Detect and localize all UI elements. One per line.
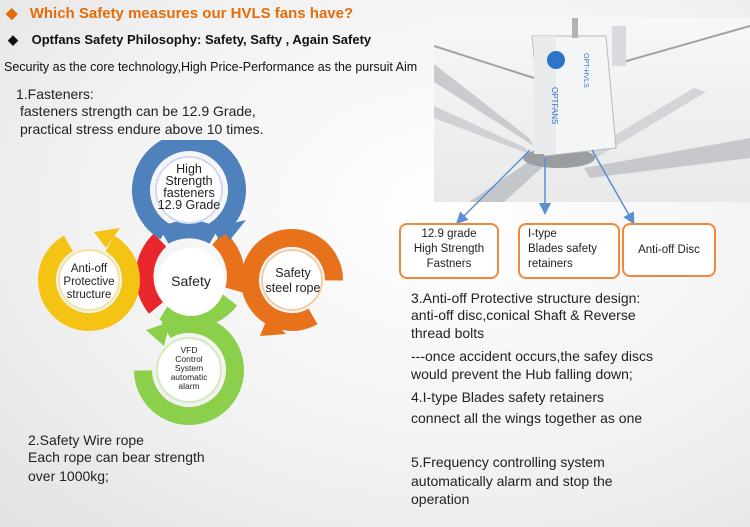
- fasteners-line2: practical stress endure above 10 times.: [20, 121, 264, 137]
- blades-line2: connect all the wings together as one: [411, 410, 643, 426]
- arrow-fastners: [458, 150, 530, 222]
- diagram-line: High: [176, 162, 202, 176]
- callout-line: 12.9 grade: [421, 228, 477, 240]
- diagram-line: VFD: [180, 345, 198, 355]
- fasteners-heading: 1.Fasteners:: [16, 86, 94, 102]
- diagram-line: steel rope: [265, 281, 321, 295]
- diagram-top-label: [150, 163, 228, 211]
- arrow-disc: [592, 150, 633, 222]
- brand-label: OPTFANS: [550, 87, 559, 125]
- anti-off-line4: ---once accident occurs,the safey discs: [411, 348, 653, 364]
- anti-off-line3: thread bolts: [411, 325, 485, 341]
- diagram-line: alarm: [178, 381, 200, 391]
- diagram-line: fasteners: [163, 186, 215, 200]
- frequency-line1: 5.Frequency controlling system: [411, 454, 605, 470]
- frequency-line3: operation: [411, 491, 470, 507]
- diagram-center-label: Safety: [171, 273, 211, 289]
- anti-off-line2: anti-off disc,conical Shaft & Reverse: [411, 307, 636, 323]
- diagram-line: System: [174, 363, 204, 373]
- callout-line: Fastners: [426, 258, 472, 270]
- blades-line1: 4.I-type Blades safety retainers: [411, 389, 604, 405]
- callout-line: retainers: [528, 258, 573, 270]
- wire-rope-line2: over 1000kg;: [28, 468, 109, 484]
- diagram-line: Safety: [275, 266, 311, 280]
- frequency-line2: automatically alarm and stop the: [411, 473, 613, 489]
- anti-off-line5: would prevent the Hub falling down;: [411, 366, 633, 382]
- diagram-line: 12.9 Grade: [157, 198, 221, 212]
- anti-off-line1: 3.Anti-off Protective structure design:: [411, 290, 641, 306]
- ring-segment-red: [145, 240, 160, 308]
- callout-fastners: [399, 223, 499, 279]
- fasteners-line1: fasteners strength can be 12.9 Grade,: [20, 103, 256, 119]
- diamond-bullet-icon: ◆: [6, 5, 18, 22]
- wire-rope-line1: Each rope can bear strength: [28, 449, 205, 465]
- diagram-line: structure: [66, 289, 112, 301]
- callout-retainers: [518, 223, 620, 279]
- diagram-left-label: [54, 263, 124, 302]
- callout-line: High Strength: [413, 243, 485, 255]
- callout-disc: Anti-off Disc: [622, 223, 716, 277]
- model-label: OPT-HVLS: [582, 53, 589, 88]
- diagram-line: Anti-off: [70, 263, 108, 275]
- diagram-line: automatic: [170, 372, 208, 382]
- diagram-line: Strength: [165, 174, 213, 188]
- tagline: Security as the core technology,High Price-Performance as the pursuit Aim: [4, 60, 418, 74]
- diagram-right-label: [258, 266, 328, 296]
- diagram-line: Protective: [63, 276, 115, 288]
- diamond-bullet-icon: ◆: [8, 32, 18, 47]
- callout-line: I-type: [528, 228, 557, 240]
- diagram-bottom-label: [160, 346, 218, 391]
- arrowhead-green: [146, 322, 170, 346]
- ring-segment-blue: [164, 229, 214, 236]
- wire-rope-heading: 2.Safety Wire rope: [28, 432, 144, 448]
- callout-line: Blades safety: [528, 243, 598, 255]
- diagram-line: Control: [175, 354, 203, 364]
- philosophy-text: Optfans Safety Philosophy: Safety, Safty , Again Safety: [31, 32, 372, 47]
- page-title-text: Which Safety measures our HVLS fans have?: [29, 5, 354, 22]
